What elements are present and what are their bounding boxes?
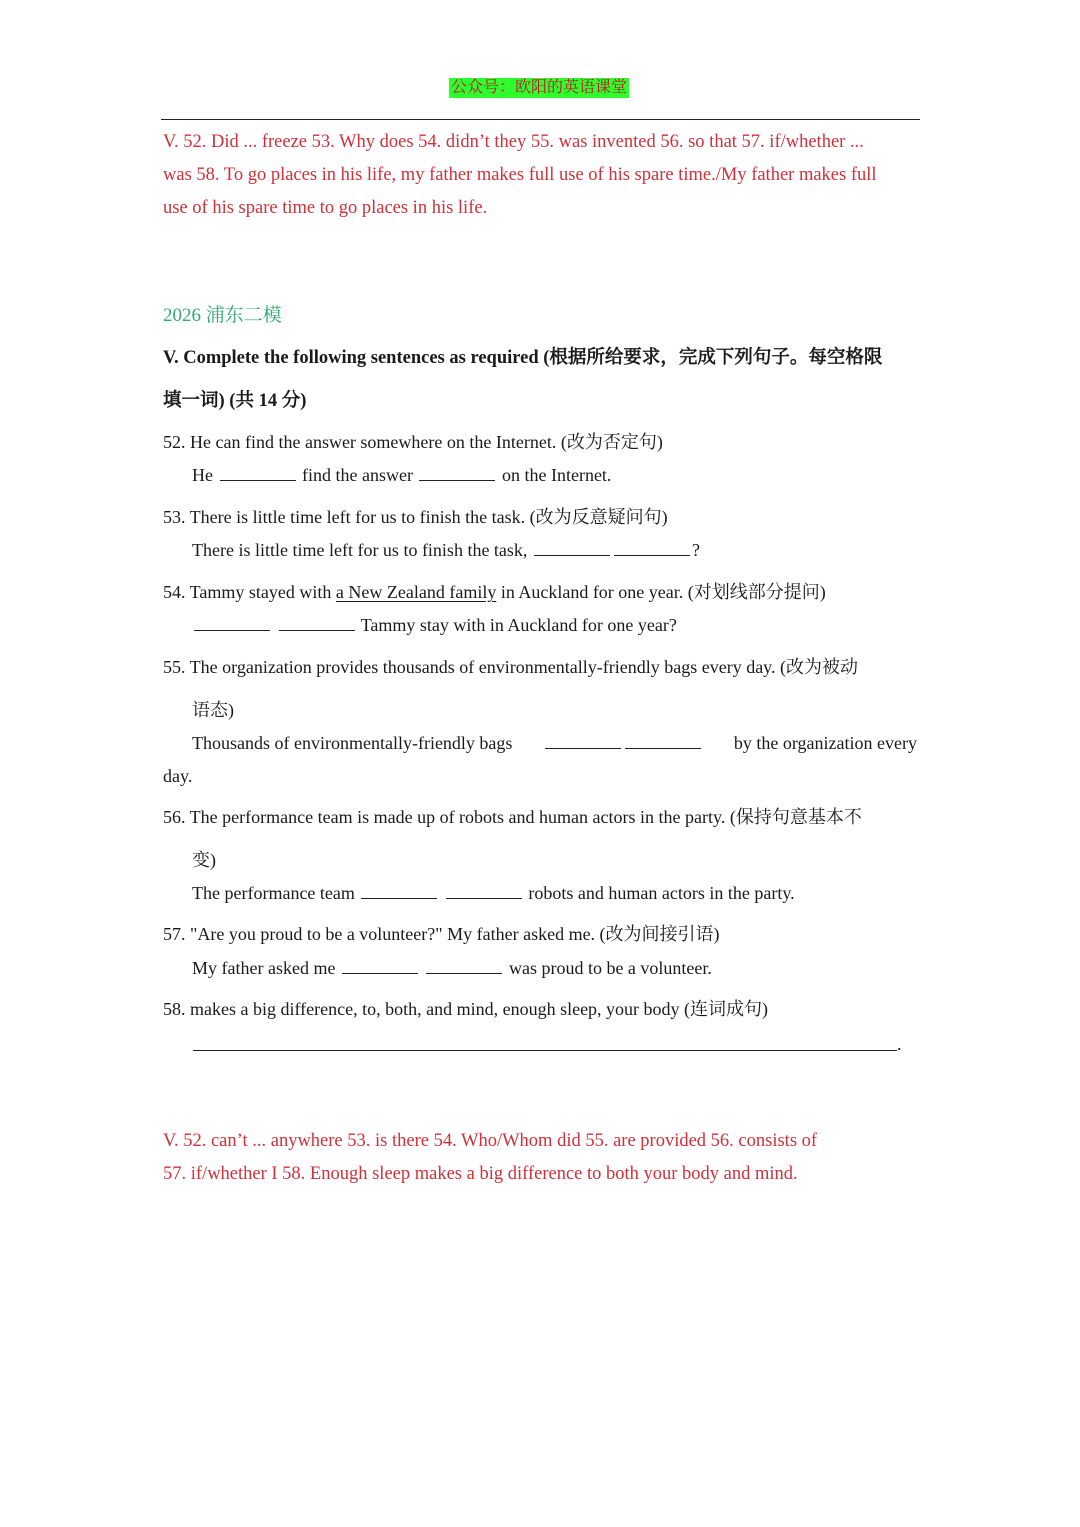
question-53-prompt: 53. There is little time left for us to finish the task. (改为反意疑问句) <box>163 507 668 527</box>
q54-underlined-part: a New Zealand family <box>335 582 497 602</box>
header-divider <box>161 119 920 120</box>
question-55-prompt-line-1: 55. The organization provides thousands of environmentally-friendly bags every day. (改为被动 <box>163 657 859 677</box>
q57-blank-1[interactable] <box>342 958 418 974</box>
question-56-answer-line <box>192 883 795 904</box>
q54-blank-2[interactable] <box>279 615 355 631</box>
question-55-answer-line <box>192 733 917 754</box>
answer-key-line-2: 57. if/whether I 58. Enough sleep makes a big difference to both your body and mind. <box>163 1164 798 1184</box>
q54-blank-1[interactable] <box>194 615 270 631</box>
section-source: 2026 浦东二模 <box>163 305 282 326</box>
previous-answers-line-1: V. 52. Did ... freeze 53. Why does 54. didn’t they 55. was invented 56. so that 57. if/whether ... <box>163 132 864 152</box>
answer-key-line-1: V. 52. can’t ... anywhere 53. is there 54. Who/Whom did 55. are provided 56. consists of <box>163 1131 818 1151</box>
question-54-prompt <box>163 578 826 604</box>
q56-blank-2[interactable] <box>446 883 522 899</box>
q57-text-a: My father asked me <box>192 958 336 978</box>
question-58-prompt: 58. makes a big difference, to, both, and mind, enough sleep, your body (连词成句) <box>163 999 769 1019</box>
q55-text-a: Thousands of environmentally-friendly bags <box>192 733 513 753</box>
q56-text-a: The performance team <box>192 883 355 903</box>
q53-blank-1[interactable] <box>534 540 610 556</box>
q55-blank-1[interactable] <box>545 733 621 749</box>
q55-text-c: by the organization every <box>733 733 917 753</box>
question-56-prompt-line-1: 56. The performance team is made up of robots and human actors in the party. (保持句意基本不 <box>163 807 862 827</box>
question-57-prompt: 57. "Are you proud to be a volunteer?" My father asked me. (改为间接引语) <box>163 924 720 944</box>
question-55-prompt-line-2: 语态) <box>192 700 234 720</box>
question-52-answer-line <box>192 465 611 486</box>
q54-post: in Auckland for one year. (对划线部分提问) <box>500 582 826 602</box>
header-tag: 公众号：欧阳的英语课堂 <box>451 79 628 96</box>
q55-blank-2[interactable] <box>625 733 701 749</box>
question-54-answer-line <box>192 615 677 636</box>
q57-blank-2[interactable] <box>426 958 502 974</box>
q54-pre: 54. Tammy stayed with <box>163 582 332 602</box>
q56-text-c: robots and human actors in the party. <box>528 883 795 903</box>
q52-text-b: find the answer <box>302 465 413 485</box>
q56-blank-1[interactable] <box>361 883 437 899</box>
q58-period: . <box>897 1034 902 1054</box>
section-instruction-line-2: 填一词) (共 14 分) <box>163 391 307 411</box>
q52-blank-1[interactable] <box>220 465 296 481</box>
q52-text-a: He <box>192 465 213 485</box>
q55-text-d: day. <box>163 766 193 786</box>
q53-blank-2[interactable] <box>614 540 690 556</box>
question-53-answer-line <box>192 540 700 561</box>
previous-answers <box>163 126 877 225</box>
section-instruction-line-1: V. Complete the following sentences as required (根据所给要求，完成下列句子。每空格限 <box>163 348 883 368</box>
answer-key <box>163 1125 817 1191</box>
q53-text-a: There is little time left for us to finish the task, <box>192 540 528 560</box>
q53-text-c: ? <box>691 540 700 560</box>
q52-blank-2[interactable] <box>419 465 495 481</box>
question-57-answer-line <box>192 958 712 979</box>
question-56-prompt-line-2: 变) <box>192 850 216 870</box>
q58-answer-blank[interactable] <box>193 1050 897 1051</box>
q57-text-c: was proud to be a volunteer. <box>508 958 712 978</box>
q54-text-c: Tammy stay with in Auckland for one year? <box>360 615 677 635</box>
previous-answers-line-2: was 58. To go places in his life, my father makes full use of his spare time./My father makes full <box>163 165 877 185</box>
q52-text-c: on the Internet. <box>501 465 612 485</box>
question-52-prompt: 52. He can find the answer somewhere on the Internet. (改为否定句) <box>163 432 663 452</box>
previous-answers-line-3: use of his spare time to go places in his life. <box>163 198 488 218</box>
